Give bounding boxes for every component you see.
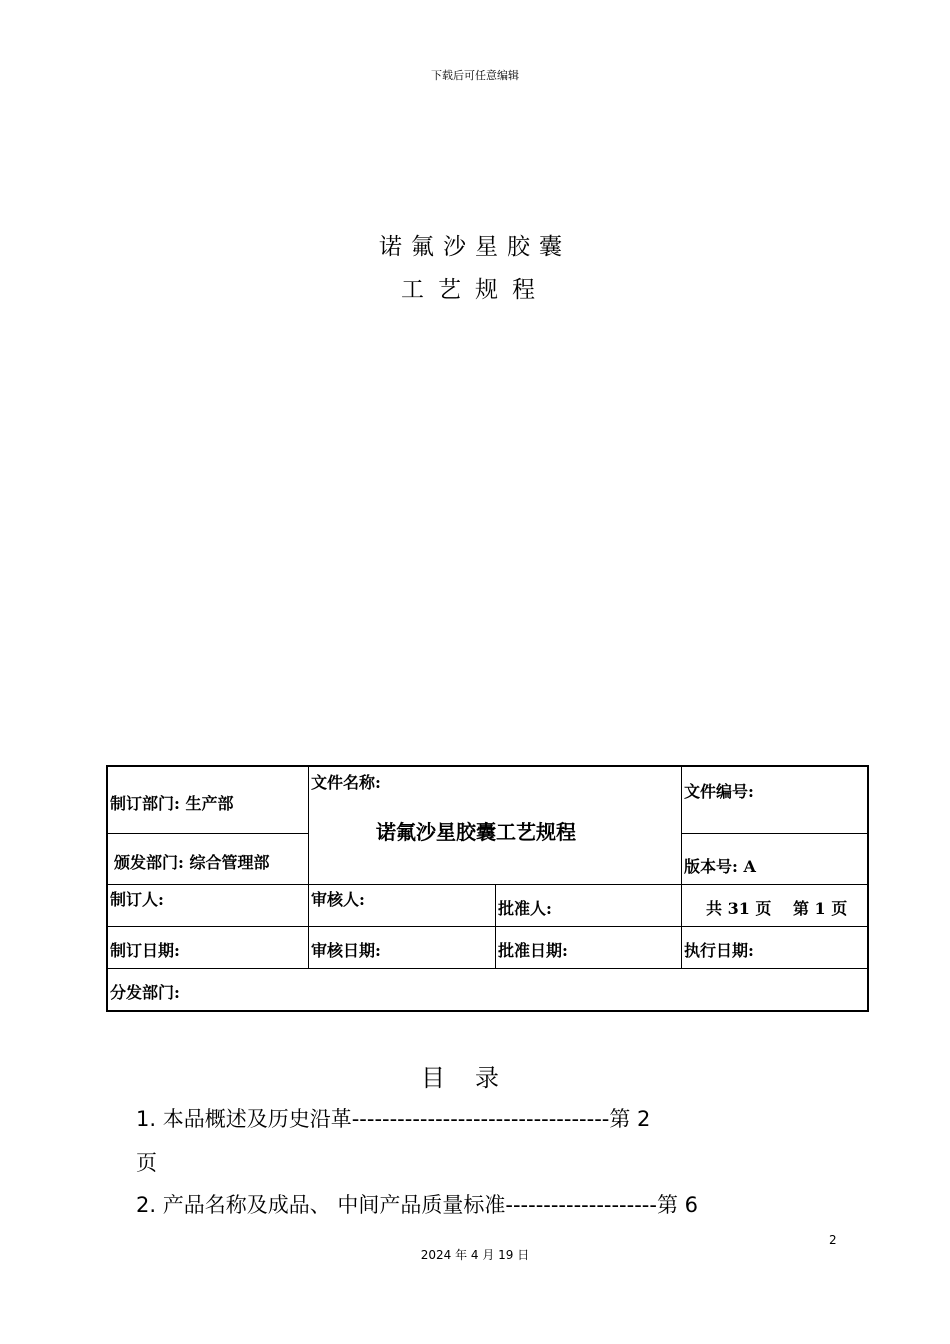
issuing-department-label: 颁发部门: 综合管理部 — [114, 853, 270, 872]
approver-label: 批准人: — [498, 899, 552, 918]
author-label: 制订人: — [110, 890, 164, 909]
table-divider — [108, 926, 867, 927]
toc-item: 2. 产品名称及成品、 中间产品质量标准--------------------第 6 — [136, 1193, 698, 1217]
review-date-label: 审核日期: — [311, 941, 381, 960]
execution-date-label: 执行日期: — [684, 941, 754, 960]
header-note: 下载后可任意编辑 — [431, 69, 519, 82]
file-name-label: 文件名称: — [311, 773, 381, 792]
page-count-label: 共 31 页 第 1 页 — [706, 899, 848, 918]
file-number-label: 文件编号: — [684, 782, 754, 801]
toc-item: 1. 本品概述及历史沿革----------------------------------第 2 — [136, 1107, 651, 1131]
table-divider — [108, 884, 867, 885]
document-title: 诺氟沙星胶囊 — [379, 234, 571, 260]
toc-title: 目录 — [421, 1064, 529, 1092]
author-date-label: 制订日期: — [110, 941, 180, 960]
distribution-label: 分发部门: — [110, 983, 180, 1002]
document-subtitle: 工艺规程 — [401, 277, 549, 303]
table-divider — [681, 927, 682, 968]
table-divider — [108, 968, 867, 969]
file-name-value: 诺氟沙星胶囊工艺规程 — [376, 820, 576, 844]
table-divider — [681, 833, 867, 834]
reviewer-label: 审核人: — [311, 890, 365, 909]
table-divider — [108, 833, 308, 834]
table-divider — [308, 767, 309, 968]
footer-date: 2024 年 4 月 19 日 — [420, 1248, 530, 1262]
toc-item-continuation: 页 — [136, 1151, 157, 1175]
department-label: 制订部门: 生产部 — [110, 794, 234, 813]
version-label: 版本号: A — [684, 857, 756, 876]
approve-date-label: 批准日期: — [498, 941, 568, 960]
document-info-table — [106, 765, 869, 1012]
page-number: 2 — [829, 1233, 837, 1247]
table-divider — [681, 767, 682, 927]
